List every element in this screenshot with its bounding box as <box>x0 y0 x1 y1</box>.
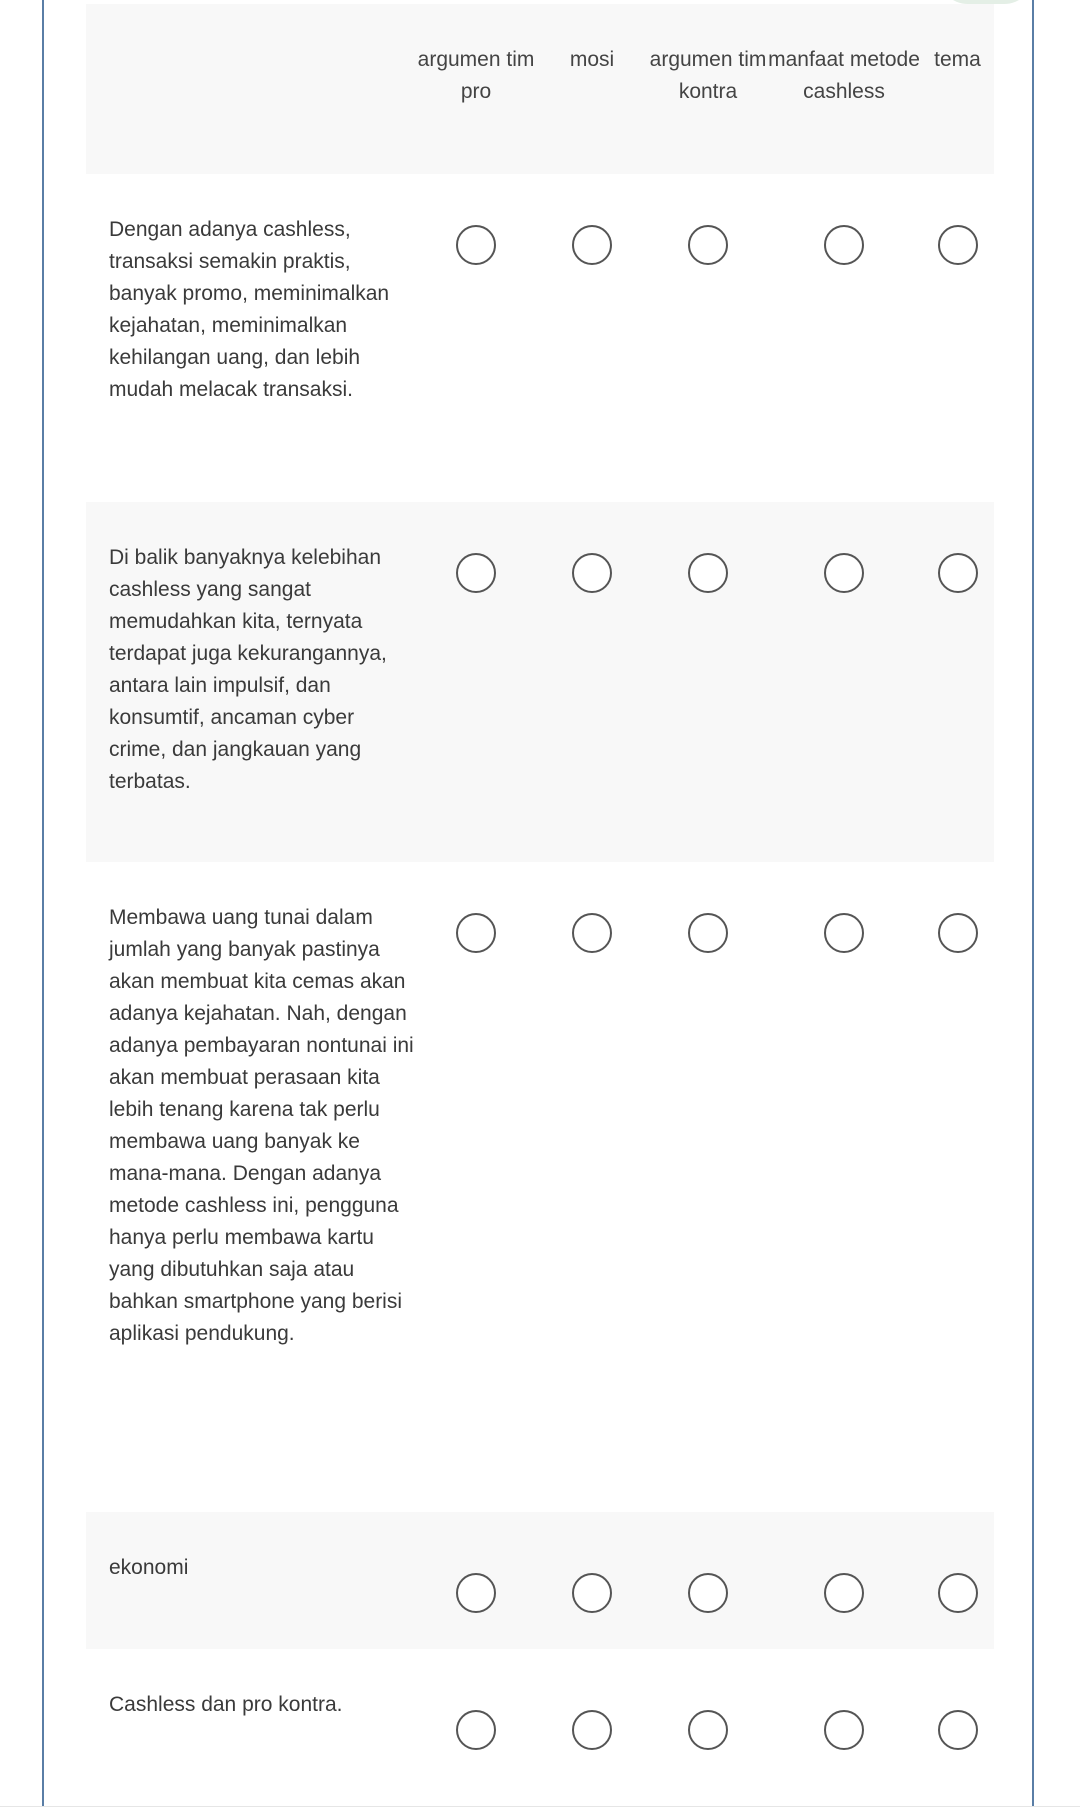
radio-option[interactable] <box>572 1573 612 1613</box>
matrix-question <box>86 4 994 1786</box>
radio-option[interactable] <box>938 1710 978 1750</box>
radio-option[interactable] <box>456 913 496 953</box>
radio-option[interactable] <box>938 553 978 593</box>
radio-option[interactable] <box>938 225 978 265</box>
matrix-header-row <box>86 4 994 174</box>
radio-option[interactable] <box>456 1573 496 1613</box>
radio-option[interactable] <box>572 913 612 953</box>
column-header: manfaat metode cashless <box>768 48 920 103</box>
radio-option[interactable] <box>824 225 864 265</box>
row-statement: Di balik banyaknya kelebihan cashless yang sangat memudahkan kita, ternyata terdapat juga kekurangannya, antara lain impulsif, dan konsumtif, ancaman cyber crime, dan jangkauan yang terbatas. <box>109 546 387 793</box>
radio-option[interactable] <box>688 225 728 265</box>
radio-option[interactable] <box>456 225 496 265</box>
radio-option[interactable] <box>572 1710 612 1750</box>
matrix-row <box>86 1512 994 1649</box>
radio-option[interactable] <box>688 1710 728 1750</box>
radio-option[interactable] <box>456 553 496 593</box>
radio-option[interactable] <box>688 913 728 953</box>
row-statement: Dengan adanya cashless, transaksi semakin praktis, banyak promo, meminimalkan kejahatan, meminimalkan kehilangan uang, dan lebih mudah melacak transaksi. <box>109 218 390 401</box>
radio-option[interactable] <box>938 913 978 953</box>
radio-option[interactable] <box>688 553 728 593</box>
row-statement: ekonomi <box>109 1556 189 1579</box>
radio-option[interactable] <box>824 913 864 953</box>
radio-option[interactable] <box>938 1573 978 1613</box>
radio-option[interactable] <box>824 1573 864 1613</box>
matrix-row <box>86 1649 994 1786</box>
column-header: tema <box>934 48 981 71</box>
divider <box>0 1806 1080 1807</box>
radio-option[interactable] <box>572 225 612 265</box>
radio-option[interactable] <box>824 553 864 593</box>
matrix-row <box>86 174 994 502</box>
row-statement: Cashless dan pro kontra. <box>109 1693 343 1716</box>
matrix-row <box>86 502 994 862</box>
matrix-row <box>86 862 994 1512</box>
column-header: mosi <box>569 48 615 71</box>
column-header: argumen tim kontra <box>649 48 767 103</box>
radio-option[interactable] <box>572 553 612 593</box>
row-statement: Membawa uang tunai dalam jumlah yang banyak pastinya akan membuat kita cemas akan adanya kejahatan. Nah, dengan adanya pembayaran nontunai ini akan membuat perasaan kita lebih tenang karena tak perlu membawa uang banyak ke mana-mana. Dengan adanya metode cashless ini, pengguna hanya perlu membawa kartu yang dibutuhkan saja atau bahkan smartphone yang berisi aplikasi pendukung. <box>109 906 414 1345</box>
radio-option[interactable] <box>688 1573 728 1613</box>
radio-option[interactable] <box>456 1710 496 1750</box>
column-header: argumen tim pro <box>417 48 535 103</box>
radio-option[interactable] <box>824 1710 864 1750</box>
